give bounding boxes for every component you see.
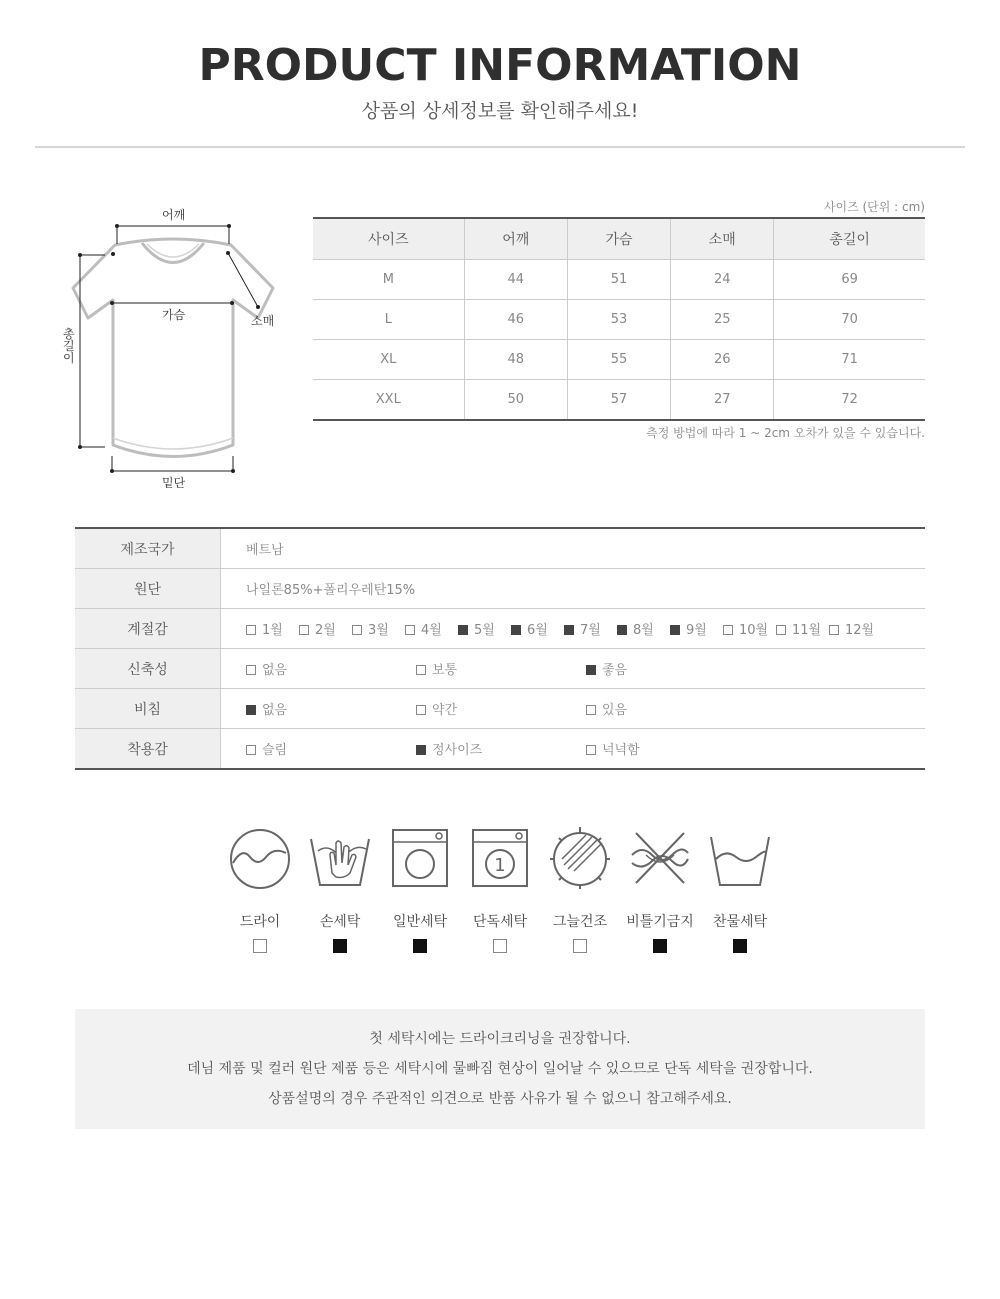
care-label: 비틀기금지 [626, 914, 694, 930]
option-label: 정사이즈 [432, 743, 483, 758]
checkbox[interactable] [246, 665, 256, 675]
option-label: 보통 [432, 663, 458, 678]
svg-text:1: 1 [494, 855, 506, 876]
sheer-option [586, 699, 756, 718]
table-cell: 46 [464, 300, 567, 340]
care-label: 찬물세탁 [712, 914, 768, 930]
info-label: 비침 [75, 689, 221, 729]
info-label: 원단 [75, 569, 221, 609]
checkbox[interactable] [246, 625, 256, 635]
checkbox[interactable] [246, 745, 256, 755]
product-info-table [75, 527, 925, 770]
month-option [246, 619, 299, 638]
option-label: 약간 [432, 703, 458, 718]
care-item-cold-wash [700, 825, 780, 953]
table-cell: 69 [774, 260, 925, 300]
care-checkbox[interactable] [413, 939, 427, 953]
month-option [670, 619, 723, 638]
option-label: 4월 [421, 623, 442, 638]
month-option [564, 619, 617, 638]
checkbox[interactable] [416, 745, 426, 755]
notice-line: 데님 제품 및 컬러 원단 제품 등은 세탁시에 물빠짐 현상이 일어날 수 있으므로 단독 세탁을 권장합니다. [187, 1061, 813, 1077]
care-item-wash-separately [460, 825, 540, 953]
tshirt-outline-icon [55, 200, 295, 500]
stretch-option [246, 659, 416, 678]
size-header-size: 사이즈 [313, 218, 464, 260]
table-row [313, 300, 925, 340]
month-option [458, 619, 511, 638]
table-cell: L [313, 300, 464, 340]
care-checkbox[interactable] [573, 939, 587, 953]
care-checkbox[interactable] [733, 939, 747, 953]
month-option [617, 619, 670, 638]
checkbox[interactable] [416, 705, 426, 715]
header-divider [35, 146, 965, 148]
notice-line: 첫 세탁시에는 드라이크리닝을 권장합니다. [369, 1031, 631, 1047]
checkbox[interactable] [586, 705, 596, 715]
sheer-option [416, 699, 586, 718]
table-cell: 27 [671, 380, 774, 421]
table-cell: 26 [671, 340, 774, 380]
checkbox[interactable] [458, 625, 468, 635]
shoulder-label: 어깨 [162, 208, 186, 222]
fit-options [221, 729, 926, 770]
fit-option [246, 739, 416, 758]
month-option [299, 619, 352, 638]
option-label: 없음 [262, 663, 288, 678]
care-item-dry [220, 825, 300, 953]
checkbox[interactable] [405, 625, 415, 635]
info-row-country [75, 528, 925, 569]
checkbox[interactable] [617, 625, 627, 635]
month-option [829, 619, 882, 638]
care-checkbox[interactable] [253, 939, 267, 953]
info-row-fit [75, 729, 925, 770]
stretch-option [586, 659, 756, 678]
info-value: 나일론85%+폴리우레탄15% [221, 569, 926, 609]
table-cell: XL [313, 340, 464, 380]
length-label: 총길이 [63, 327, 75, 365]
size-header-chest: 가슴 [567, 218, 670, 260]
care-item-do-not-wring [620, 825, 700, 953]
cold-wash-icon [708, 825, 772, 889]
checkbox[interactable] [586, 745, 596, 755]
table-cell: 44 [464, 260, 567, 300]
size-table [313, 217, 925, 421]
care-label: 드라이 [239, 914, 281, 930]
option-label: 있음 [602, 703, 628, 718]
machine-wash-icon [388, 825, 452, 889]
info-label: 착용감 [75, 729, 221, 770]
info-row-stretch [75, 649, 925, 689]
table-cell: 50 [464, 380, 567, 421]
checkbox[interactable] [299, 625, 309, 635]
size-tolerance-note: 측정 방법에 따라 1 ~ 2cm 오차가 있을 수 있습니다. [646, 426, 925, 440]
table-cell: 53 [567, 300, 670, 340]
size-header-length: 총길이 [774, 218, 925, 260]
care-notice [75, 1009, 925, 1129]
table-cell: 25 [671, 300, 774, 340]
option-label: 넉넉함 [602, 743, 640, 758]
size-unit-note: 사이즈 (단위 : cm) [823, 200, 925, 214]
month-option [723, 619, 776, 638]
wash-separately-icon [468, 825, 532, 889]
option-label: 12월 [845, 623, 875, 638]
care-checkbox[interactable] [653, 939, 667, 953]
chest-label: 가슴 [162, 308, 186, 322]
table-row [313, 260, 925, 300]
stretch-option [416, 659, 586, 678]
info-label: 제조국가 [75, 528, 221, 569]
table-cell: 24 [671, 260, 774, 300]
checkbox[interactable] [670, 625, 680, 635]
size-header-sleeve: 소매 [671, 218, 774, 260]
info-label: 신축성 [75, 649, 221, 689]
hem-label: 밑단 [162, 476, 186, 490]
option-label: 2월 [315, 623, 336, 638]
care-item-machine-wash [380, 825, 460, 953]
info-row-fabric [75, 569, 925, 609]
sheer-option [246, 699, 416, 718]
table-cell: 70 [774, 300, 925, 340]
checkbox[interactable] [352, 625, 362, 635]
stretch-options [221, 649, 926, 689]
table-cell: M [313, 260, 464, 300]
info-value: 베트남 [221, 528, 926, 569]
table-cell: XXL [313, 380, 464, 421]
care-label: 그늘건조 [552, 914, 608, 930]
checkbox[interactable] [246, 705, 256, 715]
option-label: 5월 [474, 623, 495, 638]
table-cell: 55 [567, 340, 670, 380]
checkbox[interactable] [416, 665, 426, 675]
info-row-sheer [75, 689, 925, 729]
care-checkbox[interactable] [493, 939, 507, 953]
month-option [405, 619, 458, 638]
option-label: 11월 [792, 623, 822, 638]
checkbox[interactable] [776, 625, 786, 635]
option-label: 10월 [739, 623, 769, 638]
season-options [221, 609, 926, 649]
checkbox[interactable] [564, 625, 574, 635]
checkbox[interactable] [586, 665, 596, 675]
care-item-hand-wash [300, 825, 380, 953]
shade-dry-icon [548, 825, 612, 889]
checkbox[interactable] [723, 625, 733, 635]
month-option [511, 619, 564, 638]
size-header-shoulder: 어깨 [464, 218, 567, 260]
option-label: 없음 [262, 703, 288, 718]
care-label: 일반세탁 [392, 914, 448, 930]
do-not-wring-icon [628, 825, 692, 889]
tshirt-measurement-diagram [55, 200, 295, 500]
care-item-shade-dry [540, 825, 620, 953]
notice-line: 상품설명의 경우 주관적인 의견으로 반품 사유가 될 수 없으니 참고해주세요. [268, 1091, 732, 1107]
hand-wash-icon [308, 825, 372, 889]
option-label: 3월 [368, 623, 389, 638]
option-label: 9월 [686, 623, 707, 638]
option-label: 7월 [580, 623, 601, 638]
option-label: 좋음 [602, 663, 628, 678]
page-title: PRODUCT INFORMATION [198, 40, 802, 91]
option-label: 슬림 [262, 743, 288, 758]
info-label: 계절감 [75, 609, 221, 649]
sheer-options [221, 689, 926, 729]
option-label: 6월 [527, 623, 548, 638]
care-label: 손세탁 [319, 914, 361, 930]
size-table-header-row [313, 218, 925, 260]
care-checkbox[interactable] [333, 939, 347, 953]
table-cell: 72 [774, 380, 925, 421]
option-label: 8월 [633, 623, 654, 638]
page-subtitle: 상품의 상세정보를 확인해주세요! [361, 100, 639, 122]
table-cell: 57 [567, 380, 670, 421]
sleeve-label: 소매 [251, 314, 275, 328]
dry-clean-icon [228, 825, 292, 889]
table-row [313, 380, 925, 421]
option-label: 1월 [262, 623, 283, 638]
month-option [776, 619, 829, 638]
table-cell: 51 [567, 260, 670, 300]
checkbox[interactable] [829, 625, 839, 635]
table-cell: 71 [774, 340, 925, 380]
care-label: 단독세탁 [472, 914, 528, 930]
fit-option [416, 739, 586, 758]
info-row-season [75, 609, 925, 649]
care-instructions [220, 825, 780, 965]
month-option [352, 619, 405, 638]
table-cell: 48 [464, 340, 567, 380]
fit-option [586, 739, 756, 758]
table-row [313, 340, 925, 380]
checkbox[interactable] [511, 625, 521, 635]
